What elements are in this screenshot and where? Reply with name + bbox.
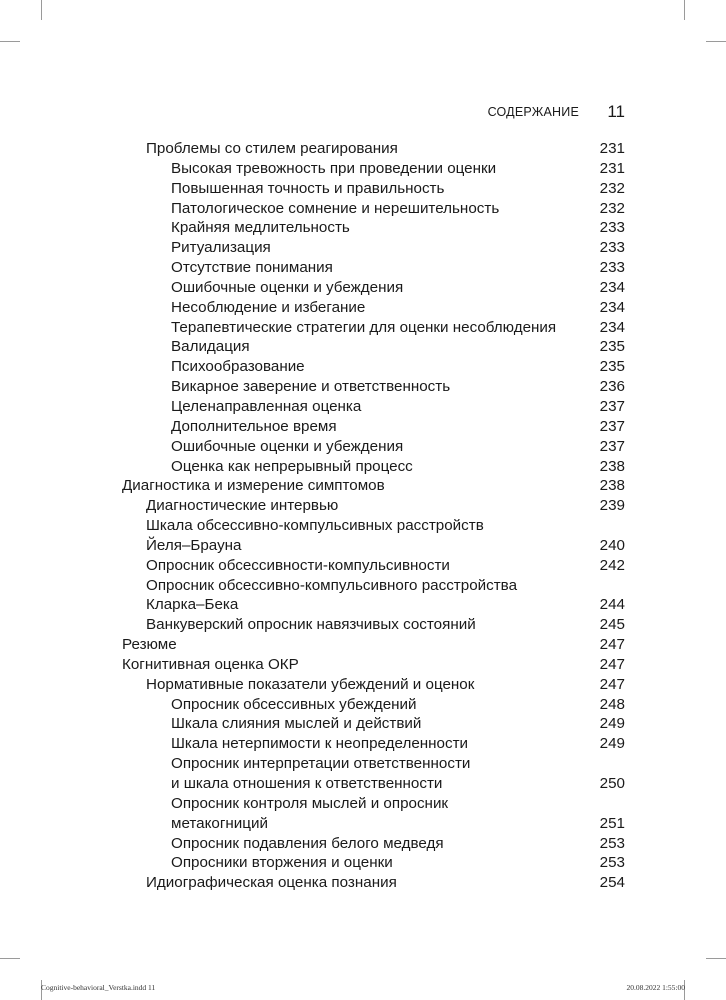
toc-entry <box>0 159 726 179</box>
toc-entry-page: 237 <box>599 397 625 415</box>
toc-entry-page: 234 <box>599 298 625 316</box>
toc-entry <box>0 318 726 338</box>
toc-entry-page: 239 <box>599 497 625 515</box>
toc-entry <box>0 417 726 437</box>
toc-entry-title: Опросник контроля мыслей и опросник <box>171 794 449 812</box>
toc-entry <box>0 397 726 417</box>
toc-entry <box>0 278 726 298</box>
toc-entry-title: Повышенная точность и правильность <box>171 179 445 197</box>
toc-entry <box>0 635 726 655</box>
toc-entry-page: 240 <box>599 536 625 554</box>
toc-entry-page: 238 <box>599 477 625 495</box>
toc-entry-title: Кларка–Бека <box>146 596 239 614</box>
toc-entry-page: 247 <box>599 675 625 693</box>
toc-entry-page: 253 <box>599 854 625 872</box>
print-footer <box>0 983 726 997</box>
toc-entry <box>0 794 726 814</box>
toc-entry-page: 232 <box>599 199 625 217</box>
crop-mark-left-bottom <box>0 958 20 959</box>
toc-entry-title: и шкала отношения к ответственности <box>171 775 443 792</box>
toc-entry-page: 234 <box>599 278 625 296</box>
toc-entry <box>0 695 726 715</box>
toc-entry-page: 254 <box>599 874 625 892</box>
toc-entry-page: 244 <box>599 596 625 614</box>
toc-entry-page: 235 <box>599 338 625 356</box>
toc-entry-page: 249 <box>599 735 625 753</box>
toc-entry-title: Дополнительное время <box>171 417 337 435</box>
toc-entry-title: Йеля–Брауна <box>146 536 242 554</box>
toc-entry-title: Шкала слияния мыслей и действий <box>171 715 422 733</box>
toc-entry-title: Опросник обсессивно-компульсивного расстройства <box>146 576 518 594</box>
toc-entry-page: 237 <box>599 417 625 435</box>
toc-entry-title: Викарное заверение и ответственность <box>171 378 451 396</box>
toc-entry-title: Опросник интерпретации ответственности <box>171 755 471 773</box>
toc-entry-title: Опросник подавления белого медведя <box>171 834 444 852</box>
toc-entry <box>0 476 726 496</box>
toc-entry <box>0 337 726 357</box>
footer-filename: Cognitive-behavioral_Verstka.indd 11 <box>41 983 156 992</box>
crop-mark-top-right <box>684 0 685 20</box>
toc-entry <box>0 576 726 596</box>
toc-entry-title: Валидация <box>171 338 250 356</box>
toc-entry <box>0 675 726 695</box>
toc-entry-title: Крайняя медлительность <box>171 219 350 237</box>
toc-entry-page: 251 <box>599 814 625 832</box>
toc-entry-title: Нормативные показатели убеждений и оценок <box>146 675 475 693</box>
footer-timestamp: 20.08.2022 1:55:00 <box>626 983 685 992</box>
toc-entry-title: Когнитивная оценка ОКР <box>122 655 299 673</box>
toc-entry-page: 242 <box>599 556 625 574</box>
toc-entry-title: Высокая тревожность при проведении оценки <box>171 159 497 177</box>
toc-entry <box>0 834 726 854</box>
toc-entry <box>0 437 726 457</box>
toc-entry-page: 248 <box>599 695 625 713</box>
toc-entry <box>0 655 726 675</box>
toc-entry-title: Ритуализация <box>171 239 271 257</box>
toc-entry-title: Шкала обсессивно-компульсивных расстройств <box>146 517 484 535</box>
page-number: 11 <box>607 102 625 121</box>
toc-entry-title: Шкала нетерпимости к неопределенности <box>171 735 469 753</box>
table-of-contents <box>0 139 726 893</box>
toc-entry-title: Опросник обсессивных убеждений <box>171 695 417 713</box>
toc-entry-title: Ванкуверский опросник навязчивых состояний <box>146 616 476 634</box>
toc-entry <box>0 258 726 278</box>
toc-entry <box>0 774 726 794</box>
toc-entry-page: 234 <box>599 318 625 336</box>
toc-entry-page: 253 <box>599 834 625 852</box>
toc-entry-page: 231 <box>599 140 625 157</box>
toc-entry-page: 232 <box>599 179 625 197</box>
toc-entry <box>0 595 726 615</box>
toc-entry-title: Проблемы со стилем реагирования <box>146 140 398 157</box>
toc-entry <box>0 139 726 159</box>
toc-entry-title: Патологическое сомнение и нерешительность <box>171 199 500 217</box>
toc-entry-title: Психообразование <box>171 358 305 376</box>
toc-entry-title: Оценка как непрерывный процесс <box>171 457 413 475</box>
crop-mark-top-left <box>41 0 42 20</box>
toc-entry <box>0 853 726 873</box>
toc-entry-title: Резюме <box>122 636 177 654</box>
toc-entry-title: Целенаправленная оценка <box>171 397 362 415</box>
toc-entry <box>0 496 726 516</box>
running-header <box>0 104 726 124</box>
toc-entry-page: 250 <box>599 775 625 792</box>
toc-entry <box>0 873 726 893</box>
toc-entry <box>0 536 726 556</box>
toc-entry <box>0 615 726 635</box>
crop-mark-right-top <box>706 41 726 42</box>
toc-entry-title: Диагностические интервью <box>146 497 339 515</box>
toc-entry <box>0 516 726 536</box>
toc-entry <box>0 238 726 258</box>
toc-entry-page: 233 <box>599 239 625 257</box>
toc-entry-page: 249 <box>599 715 625 733</box>
toc-entry-page: 238 <box>599 457 625 475</box>
running-header-title: СОДЕРЖАНИЕ <box>487 105 579 119</box>
toc-entry <box>0 814 726 834</box>
toc-entry-title: Ошибочные оценки и убеждения <box>171 437 404 455</box>
toc-entry <box>0 377 726 397</box>
toc-entry <box>0 754 726 774</box>
toc-entry-page: 237 <box>599 437 625 455</box>
toc-entry-page: 245 <box>599 616 625 634</box>
toc-entry <box>0 179 726 199</box>
toc-entry-page: 233 <box>599 259 625 277</box>
toc-entry <box>0 457 726 477</box>
toc-entry-title: Несоблюдение и избегание <box>171 298 366 316</box>
crop-mark-right-bottom <box>706 958 726 959</box>
toc-entry-page: 247 <box>599 655 625 673</box>
toc-entry-page: 231 <box>599 159 625 177</box>
toc-entry-title: Терапевтические стратегии для оценки несоблюдения <box>171 318 557 336</box>
toc-entry-title: Диагностика и измерение симптомов <box>122 477 385 495</box>
crop-mark-left-top <box>0 41 20 42</box>
toc-entry <box>0 298 726 318</box>
toc-entry-title: Опросники вторжения и оценки <box>171 854 393 872</box>
toc-entry <box>0 218 726 238</box>
toc-entry-page: 235 <box>599 358 625 376</box>
toc-entry-title: Ошибочные оценки и убеждения <box>171 278 404 296</box>
toc-entry <box>0 199 726 219</box>
toc-entry <box>0 714 726 734</box>
toc-entry-page: 233 <box>599 219 625 237</box>
toc-entry <box>0 357 726 377</box>
toc-entry-title: метакогниций <box>171 814 268 832</box>
toc-entry <box>0 556 726 576</box>
toc-entry-page: 247 <box>599 636 625 654</box>
toc-entry-title: Отсутствие понимания <box>171 259 333 277</box>
toc-entry <box>0 734 726 754</box>
toc-entry-title: Идиографическая оценка познания <box>146 874 397 892</box>
toc-entry-title: Опросник обсессивности-компульсивности <box>146 556 450 574</box>
toc-entry-page: 236 <box>599 378 625 396</box>
